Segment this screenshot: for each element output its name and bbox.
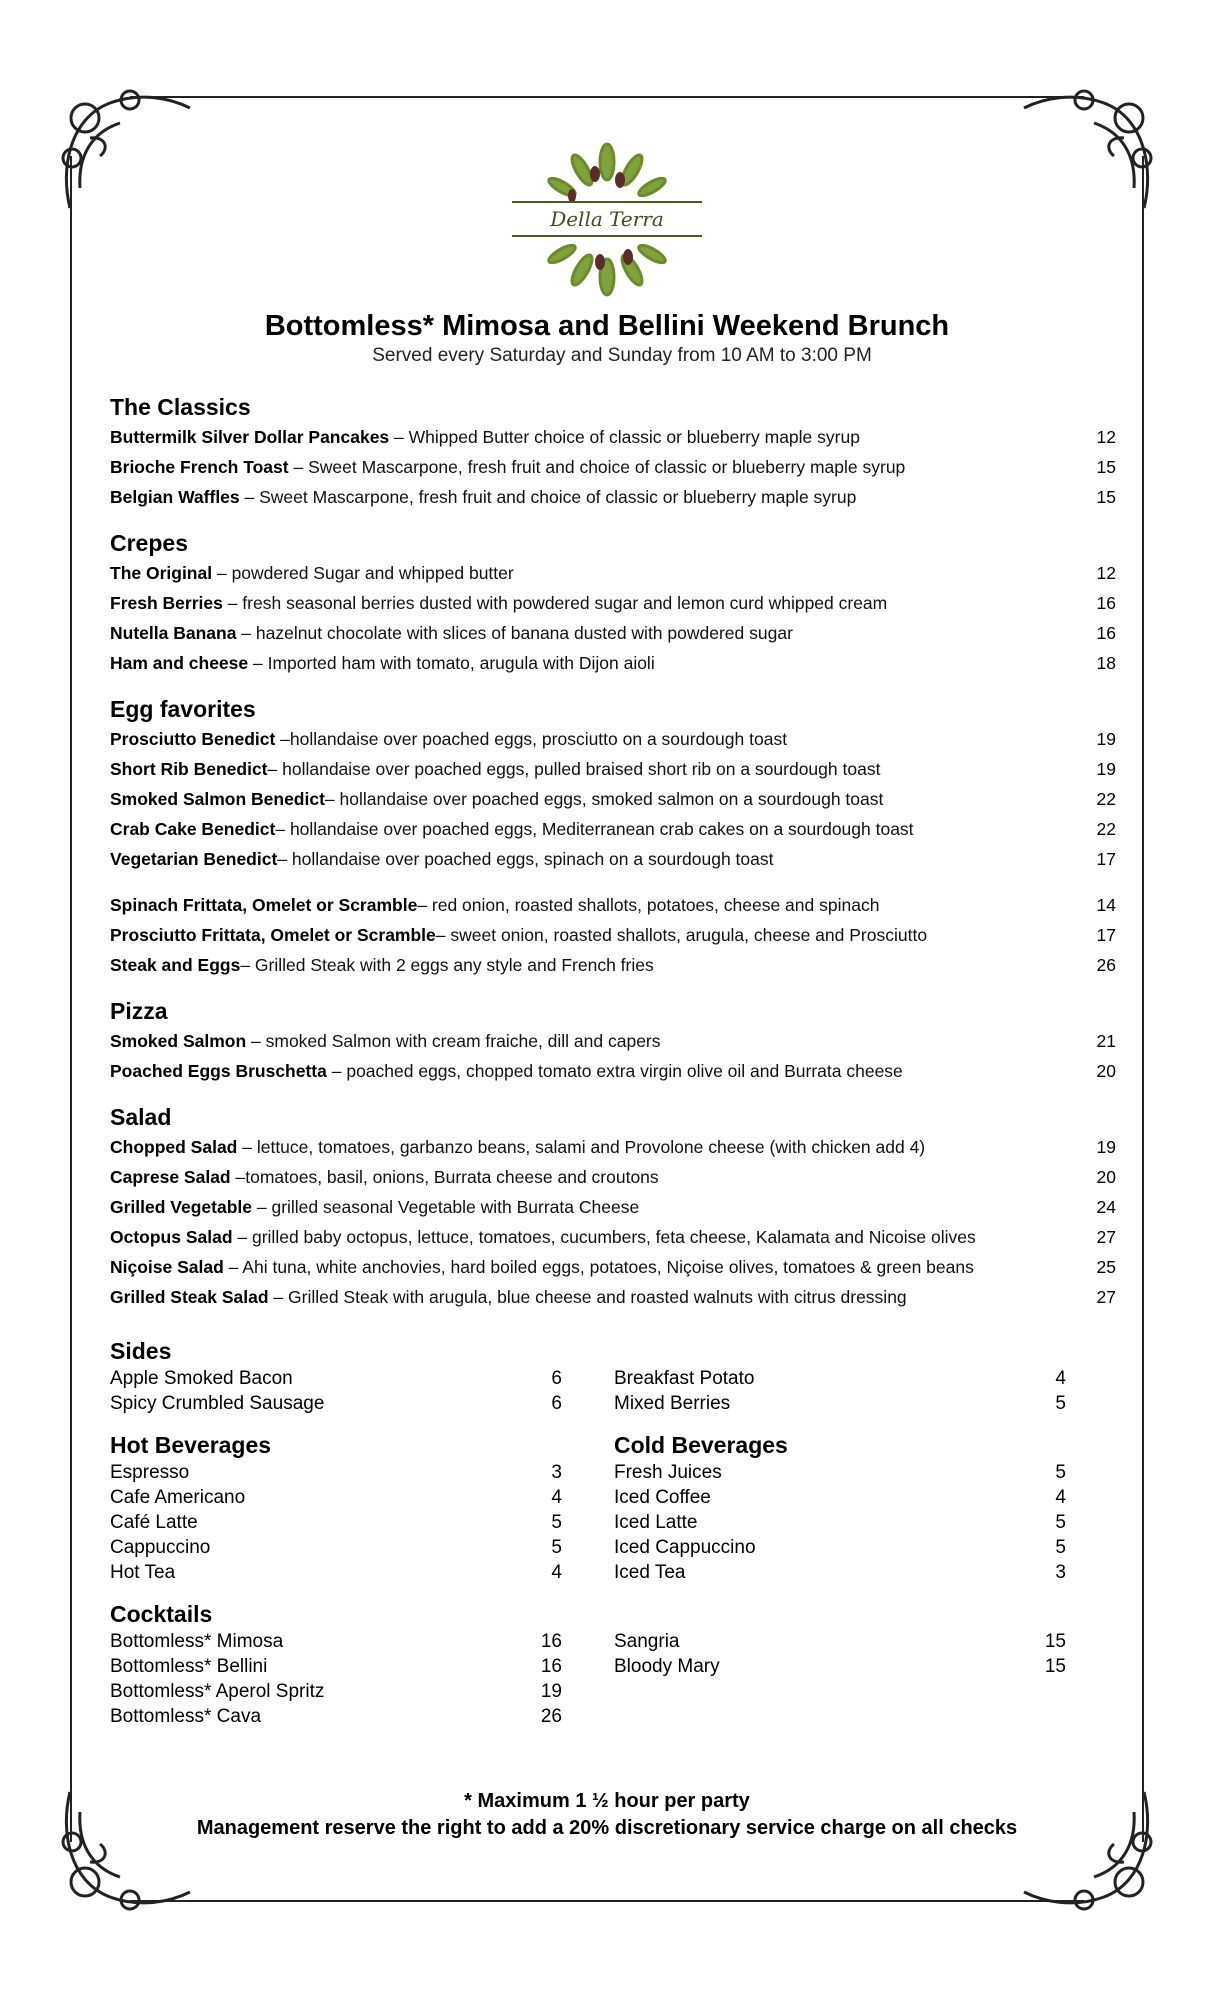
item-name: Fresh Berries: [110, 593, 223, 613]
cocktail-item: [110, 1654, 562, 1679]
cocktail-item: [110, 1679, 562, 1704]
cocktail-price: 16: [540, 1631, 562, 1652]
beverage-item: [110, 1560, 562, 1585]
item-name: The Original: [110, 563, 213, 583]
corner-ornament-top-right: [1014, 78, 1164, 228]
item-price: 21: [1096, 1031, 1116, 1051]
beverage-item: [614, 1535, 1066, 1560]
beverage-item: [614, 1510, 1066, 1535]
menu-item: [110, 1056, 1116, 1086]
item-price: 19: [1096, 729, 1116, 749]
side-name: Breakfast Potato: [614, 1368, 755, 1389]
beverage-name: Cappuccino: [110, 1537, 211, 1558]
menu-item: [110, 784, 1116, 814]
beverage-name: Iced Coffee: [614, 1487, 711, 1508]
menu-item: [110, 754, 1116, 784]
menu-item: [110, 1132, 1116, 1162]
section-title: Pizza: [110, 998, 168, 1024]
item-price: 24: [1096, 1197, 1116, 1217]
beverage-name: Fresh Juices: [614, 1462, 722, 1483]
cocktail-name: Bottomless* Mimosa: [110, 1631, 284, 1652]
item-price: 15: [1096, 487, 1116, 507]
beverage-name: Cafe Americano: [110, 1487, 246, 1508]
item-price: 18: [1096, 653, 1116, 673]
item-price: 17: [1096, 849, 1116, 869]
cocktail-price: 26: [540, 1706, 562, 1727]
item-name: Nutella Banana: [110, 623, 237, 643]
side-name: Spicy Crumbled Sausage: [110, 1393, 325, 1414]
item-desc: – hazelnut chocolate with slices of banana dusted with powdered sugar: [236, 623, 793, 643]
item-name: Smoked Salmon: [110, 1031, 247, 1051]
item-price: 12: [1096, 563, 1116, 583]
item-name: Crab Cake Benedict: [110, 819, 276, 839]
item-price: 12: [1096, 427, 1116, 447]
item-price: 17: [1096, 925, 1116, 945]
item-desc: – grilled seasonal Vegetable with Burrata Cheese: [252, 1197, 640, 1217]
corner-ornament-top-left: [50, 78, 200, 228]
cocktail-price: 16: [540, 1656, 562, 1677]
menu-item: [110, 422, 1116, 452]
item-desc: –hollandaise over poached eggs, prosciutto on a sourdough toast: [275, 729, 788, 749]
menu-item: [110, 1192, 1116, 1222]
section-title: The Classics: [110, 394, 251, 420]
menu-item: [110, 920, 1116, 950]
beverage-price: 5: [551, 1537, 562, 1558]
item-price: 19: [1096, 1137, 1116, 1157]
cocktail-item: [110, 1629, 562, 1654]
border-top-line: [130, 96, 1084, 98]
footer-note: * Maximum 1 ½ hour per party: [464, 1790, 750, 1812]
side-price: 6: [551, 1393, 562, 1414]
item-name: Ham and cheese: [110, 653, 249, 673]
beverage-name: Hot Tea: [110, 1562, 176, 1583]
side-price: 4: [1055, 1368, 1066, 1389]
menu-item: [110, 1162, 1116, 1192]
item-name: Smoked Salmon Benedict: [110, 789, 325, 809]
beverage-item: [614, 1460, 1066, 1485]
section-title: Salad: [110, 1104, 172, 1130]
hot-beverages: [110, 1430, 562, 1585]
item-name: Niçoise Salad: [110, 1257, 224, 1277]
item-desc: – sweet onion, roasted shallots, arugula, cheese and Prosciutto: [435, 925, 928, 945]
item-name: Grilled Vegetable: [110, 1197, 252, 1217]
item-price: 26: [1096, 955, 1116, 975]
beverage-price: 3: [1055, 1562, 1066, 1583]
beverage-name: Espresso: [110, 1462, 190, 1483]
section-beverages: [110, 1430, 1116, 1585]
item-desc: – powdered Sugar and whipped butter: [212, 563, 514, 583]
menu-item: [110, 950, 1116, 980]
item-price: 19: [1096, 759, 1116, 779]
item-name: Spinach Frittata, Omelet or Scramble: [110, 895, 418, 915]
menu-item: [110, 482, 1116, 512]
beverage-name: Café Latte: [110, 1512, 198, 1533]
item-desc: – Grilled Steak with 2 eggs any style and French fries: [240, 955, 654, 975]
menu-item: [110, 452, 1116, 482]
item-name: Chopped Salad: [110, 1137, 238, 1157]
item-desc: – Ahi tuna, white anchovies, hard boiled eggs, potatoes, Niçoise olives, tomatoes & green beans: [223, 1257, 974, 1277]
menu-item: [110, 814, 1116, 844]
menu-item: [110, 890, 1116, 920]
item-name: Caprese Salad: [110, 1167, 231, 1187]
section-title: Hot Beverages: [110, 1432, 272, 1458]
beverage-price: 4: [551, 1487, 562, 1508]
section-cocktails: [110, 1599, 1116, 1729]
item-name: Poached Eggs Bruschetta: [110, 1061, 327, 1081]
item-desc: – Sweet Mascarpone, fresh fruit and choice of classic or blueberry maple syrup: [288, 457, 906, 477]
menu-item: [110, 588, 1116, 618]
border-right-line: [1142, 156, 1144, 1842]
side-name: Mixed Berries: [614, 1393, 731, 1414]
della-terra-logo: [510, 132, 704, 308]
section-crepes: [110, 528, 1116, 678]
item-desc: – hollandaise over poached eggs, pulled braised short rib on a sourdough toast: [267, 759, 881, 779]
section-title: Sides: [110, 1338, 172, 1364]
beverage-item: [110, 1510, 562, 1535]
beverage-item: [110, 1535, 562, 1560]
beverage-price: 5: [1055, 1537, 1066, 1558]
section-egg-favorites: [110, 694, 1116, 980]
item-name: Belgian Waffles: [110, 487, 240, 507]
menu-item: [110, 1026, 1116, 1056]
cocktail-name: Bottomless* Aperol Spritz: [110, 1681, 325, 1702]
beverage-item: [110, 1460, 562, 1485]
item-name: Prosciutto Benedict: [110, 729, 276, 749]
section-pizza: [110, 996, 1116, 1086]
item-name: Buttermilk Silver Dollar Pancakes: [110, 427, 390, 447]
logo-text: Della Terra: [550, 207, 664, 231]
cocktail-price: 15: [1044, 1631, 1066, 1652]
cocktail-name: Bloody Mary: [614, 1656, 720, 1677]
beverage-price: 3: [551, 1462, 562, 1483]
item-desc: – hollandaise over poached eggs, spinach on a sourdough toast: [277, 849, 774, 869]
item-price: 27: [1096, 1287, 1116, 1307]
item-price: 25: [1096, 1257, 1116, 1277]
beverage-item: [614, 1485, 1066, 1510]
section-title: Crepes: [110, 530, 188, 556]
side-item: [614, 1391, 1066, 1416]
menu-item: [110, 724, 1116, 754]
menu-title: Bottomless* Mimosa and Bellini Weekend Brunch: [264, 310, 950, 342]
beverage-name: Iced Latte: [614, 1512, 698, 1533]
item-name: Steak and Eggs: [110, 955, 241, 975]
item-price: 15: [1096, 457, 1116, 477]
item-desc: – Grilled Steak with arugula, blue cheese and roasted walnuts with citrus dressing: [268, 1287, 907, 1307]
cocktail-name: Bottomless* Cava: [110, 1706, 262, 1727]
side-item: [110, 1366, 562, 1391]
menu-item: [110, 1222, 1116, 1252]
section-title: Cold Beverages: [614, 1432, 788, 1458]
item-desc: – hollandaise over poached eggs, Mediterranean crab cakes on a sourdough toast: [275, 819, 914, 839]
beverage-price: 5: [551, 1512, 562, 1533]
beverage-item: [110, 1485, 562, 1510]
border-bottom-line: [130, 1900, 1084, 1902]
cocktail-item: [614, 1629, 1066, 1654]
section-salad: [110, 1102, 1116, 1312]
item-price: 16: [1096, 593, 1116, 613]
cocktail-price: 15: [1044, 1656, 1066, 1677]
item-desc: – lettuce, tomatoes, garbanzo beans, salami and Provolone cheese (with chicken add 4): [237, 1137, 926, 1157]
menu-subtitle: Served every Saturday and Sunday from 10 AM to 3:00 PM: [372, 345, 872, 366]
beverage-price: 5: [1055, 1512, 1066, 1533]
beverage-price: 5: [1055, 1462, 1066, 1483]
item-desc: – hollandaise over poached eggs, smoked salmon on a sourdough toast: [324, 789, 884, 809]
section-title: Cocktails: [110, 1601, 213, 1627]
footer-service-charge: Management reserve the right to add a 20% discretionary service charge on all checks: [196, 1817, 1018, 1839]
cocktail-price: 19: [540, 1681, 562, 1702]
cocktail-name: Bottomless* Bellini: [110, 1656, 268, 1677]
menu-item: [110, 844, 1116, 874]
menu-item: [110, 1252, 1116, 1282]
beverage-item: [614, 1560, 1066, 1585]
cocktail-item: [110, 1704, 562, 1729]
border-left-line: [70, 156, 72, 1842]
item-price: 22: [1096, 819, 1116, 839]
item-price: 16: [1096, 623, 1116, 643]
item-desc: –tomatoes, basil, onions, Burrata cheese and croutons: [230, 1167, 659, 1187]
item-name: Prosciutto Frittata, Omelet or Scramble: [110, 925, 436, 945]
item-price: 22: [1096, 789, 1116, 809]
beverage-name: Iced Tea: [614, 1562, 686, 1583]
item-price: 20: [1096, 1061, 1116, 1081]
side-item: [110, 1391, 562, 1416]
menu-content: [110, 392, 1116, 1729]
menu-item: [110, 618, 1116, 648]
item-desc: – Whipped Butter choice of classic or blueberry maple syrup: [389, 427, 860, 447]
item-desc: – grilled baby octopus, lettuce, tomatoes, cucumbers, feta cheese, Kalamata and Nicoise olives: [232, 1227, 976, 1247]
section-classics: [110, 392, 1116, 512]
item-name: Octopus Salad: [110, 1227, 233, 1247]
item-desc: – Sweet Mascarpone, fresh fruit and choice of classic or blueberry maple syrup: [239, 487, 857, 507]
item-desc: – smoked Salmon with cream fraiche, dill and capers: [246, 1031, 661, 1051]
item-desc: – fresh seasonal berries dusted with powdered sugar and lemon curd whipped cream: [222, 593, 888, 613]
item-desc: – red onion, roasted shallots, potatoes, cheese and spinach: [417, 895, 880, 915]
item-desc: – poached eggs, chopped tomato extra virgin olive oil and Burrata cheese: [326, 1061, 903, 1081]
menu-item: [110, 558, 1116, 588]
menu-item: [110, 648, 1116, 678]
cocktail-item: [614, 1654, 1066, 1679]
section-title: Egg favorites: [110, 696, 256, 722]
side-item: [614, 1366, 1066, 1391]
item-name: Vegetarian Benedict: [110, 849, 278, 869]
menu-item: [110, 1282, 1116, 1312]
cold-beverages: [614, 1430, 1066, 1585]
beverage-price: 4: [551, 1562, 562, 1583]
section-sides: [110, 1336, 1116, 1416]
item-price: 14: [1096, 895, 1116, 915]
beverage-price: 4: [1055, 1487, 1066, 1508]
side-price: 5: [1055, 1393, 1066, 1414]
side-name: Apple Smoked Bacon: [110, 1368, 293, 1389]
cocktail-name: Sangria: [614, 1631, 680, 1652]
side-price: 6: [551, 1368, 562, 1389]
item-name: Brioche French Toast: [110, 457, 289, 477]
beverage-name: Iced Cappuccino: [614, 1537, 756, 1558]
item-desc: – Imported ham with tomato, arugula with Dijon aioli: [248, 653, 655, 673]
item-price: 20: [1096, 1167, 1116, 1187]
item-price: 27: [1096, 1227, 1116, 1247]
item-name: Grilled Steak Salad: [110, 1287, 269, 1307]
item-name: Short Rib Benedict: [110, 759, 268, 779]
